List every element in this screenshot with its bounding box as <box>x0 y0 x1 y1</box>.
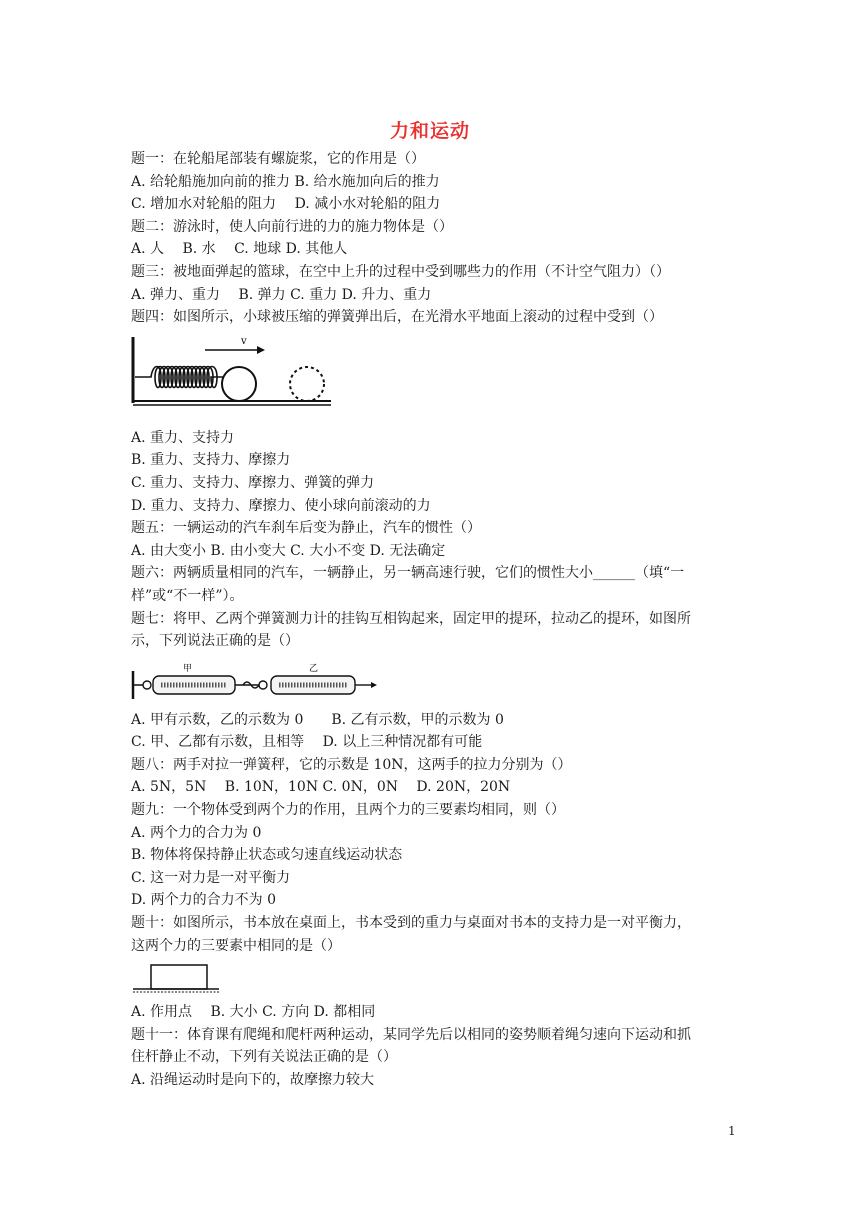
text-line: 题七：将甲、乙两个弹簧测力计的挂钩互相钩起来，固定甲的提环，拉动乙的提环，如图所 <box>131 610 691 627</box>
text-line: 题六：两辆质量相同的汽车，一辆静止，另一辆高速行驶，它们的惯性大小______（填“一 <box>131 565 685 582</box>
spring-scales-diagram <box>131 659 381 709</box>
text-line: 题十一：体育课有爬绳和爬杆两种运动，某同学先后以相同的姿势顺着绳匀速向下运动和抓 <box>131 1026 691 1043</box>
text-line: 题八：两手对拉一弹簧秤，它的示数是 10N，这两手的拉力分别为（） <box>131 756 572 773</box>
text-line: A. 5N，5N B. 10N，10N C. 0N，0N D. 20N，20N <box>131 779 511 796</box>
spring-ball-diagram <box>131 333 341 427</box>
text-line: 题九：一个物体受到两个力的作用，且两个力的三要素均相同，则（） <box>131 802 565 819</box>
text-line: A. 甲有示数，乙的示数为 0 B. 乙有示数，甲的示数为 0 <box>131 711 504 728</box>
text-line: 题二：游泳时，使人向前行进的力的施力物体是（） <box>131 218 453 235</box>
text-line: B. 重力、支持力、摩擦力 <box>131 452 291 469</box>
text-block-questions-7-10 <box>131 709 731 958</box>
book-on-table-diagram <box>131 961 221 1001</box>
ball-dashed <box>290 367 324 401</box>
page-title: 力和运动 <box>389 120 470 142</box>
compressed-spring <box>135 366 223 387</box>
book <box>151 965 207 989</box>
text-line: C. 这一对力是一对平衡力 <box>131 869 291 886</box>
pull-arrow-head <box>371 682 377 688</box>
text-line: 住杆静止不动，下列有关说法正确的是（） <box>131 1049 397 1066</box>
text-line: C. 重力、支持力、摩擦力、弹簧的弹力 <box>131 474 375 491</box>
scale-b-ring <box>259 681 267 689</box>
text-line: 题一：在轮船尾部装有螺旋浆，它的作用是（） <box>131 151 425 167</box>
text-line: A. 沿绳运动时是向下的，故摩擦力较大 <box>131 1072 375 1088</box>
text-line: C. 甲、乙都有示数，且相等 D. 以上三种情况都有可能 <box>131 734 483 751</box>
text-line: 题五：一辆运动的汽车刹车后变为静止，汽车的惯性（） <box>131 520 481 537</box>
spring-scales-figure <box>131 659 731 709</box>
ball-solid <box>222 367 256 401</box>
text-line: A. 弹力、重力 B. 弹力 C. 重力 D. 升力、重力 <box>131 286 432 303</box>
text-line: D. 重力、支持力、摩擦力、使小球向前滚动的力 <box>131 497 431 514</box>
velocity-label: v <box>241 335 247 347</box>
text-block-questions-10-11 <box>131 1001 731 1091</box>
scale-a-label: 甲 <box>183 663 193 674</box>
spring-ball-figure <box>131 333 731 427</box>
text-line: B. 物体将保持静止状态或匀速直线运动状态 <box>131 847 403 864</box>
book-on-table-figure <box>131 961 731 1001</box>
text-line: D. 两个力的合力不为 0 <box>131 892 276 909</box>
text-line: A. 给轮船施加向前的推力 B. 给水施加向后的推力 <box>131 173 440 190</box>
text-line: A. 两个力的合力为 0 <box>131 824 262 841</box>
text-line: 题十：如图所示，书本放在桌面上，书本受到的重力与桌面对书本的支持力是一对平衡力， <box>131 915 691 932</box>
velocity-arrow-head <box>257 346 265 354</box>
text-line: 题三：被地面弹起的篮球，在空中上升的过程中受到哪些力的作用（不计空气阻力）（） <box>131 263 670 280</box>
text-block-questions-1-4 <box>131 148 731 329</box>
scale-a-ring <box>143 681 151 689</box>
text-line: C. 增加水对轮船的阻力 D. 减小水对轮船的阻力 <box>131 196 441 213</box>
text-line: A. 人 B. 水 C. 地球 D. 其他人 <box>131 241 348 258</box>
text-line: 这两个力的三要素中相同的是（） <box>131 937 341 954</box>
text-line: A. 由大变小 B. 由小变大 C. 大小不变 D. 无法确定 <box>131 542 446 559</box>
scale-b-label: 乙 <box>309 663 319 674</box>
text-line: 示，下列说法正确的是（） <box>131 633 299 650</box>
text-line: 样”或“不一样”）。 <box>131 587 244 604</box>
text-line: A. 作用点 B. 大小 C. 方向 D. 都相同 <box>131 1004 376 1021</box>
document-body <box>131 148 731 1092</box>
text-line: 题四：如图所示，小球被压缩的弹簧弹出后，在光滑水平地面上滚动的过程中受到（） <box>131 309 663 326</box>
text-block-questions-4-7 <box>131 427 731 653</box>
text-line: A. 重力、支持力 <box>131 429 235 446</box>
page-number: 1 <box>728 1124 736 1138</box>
